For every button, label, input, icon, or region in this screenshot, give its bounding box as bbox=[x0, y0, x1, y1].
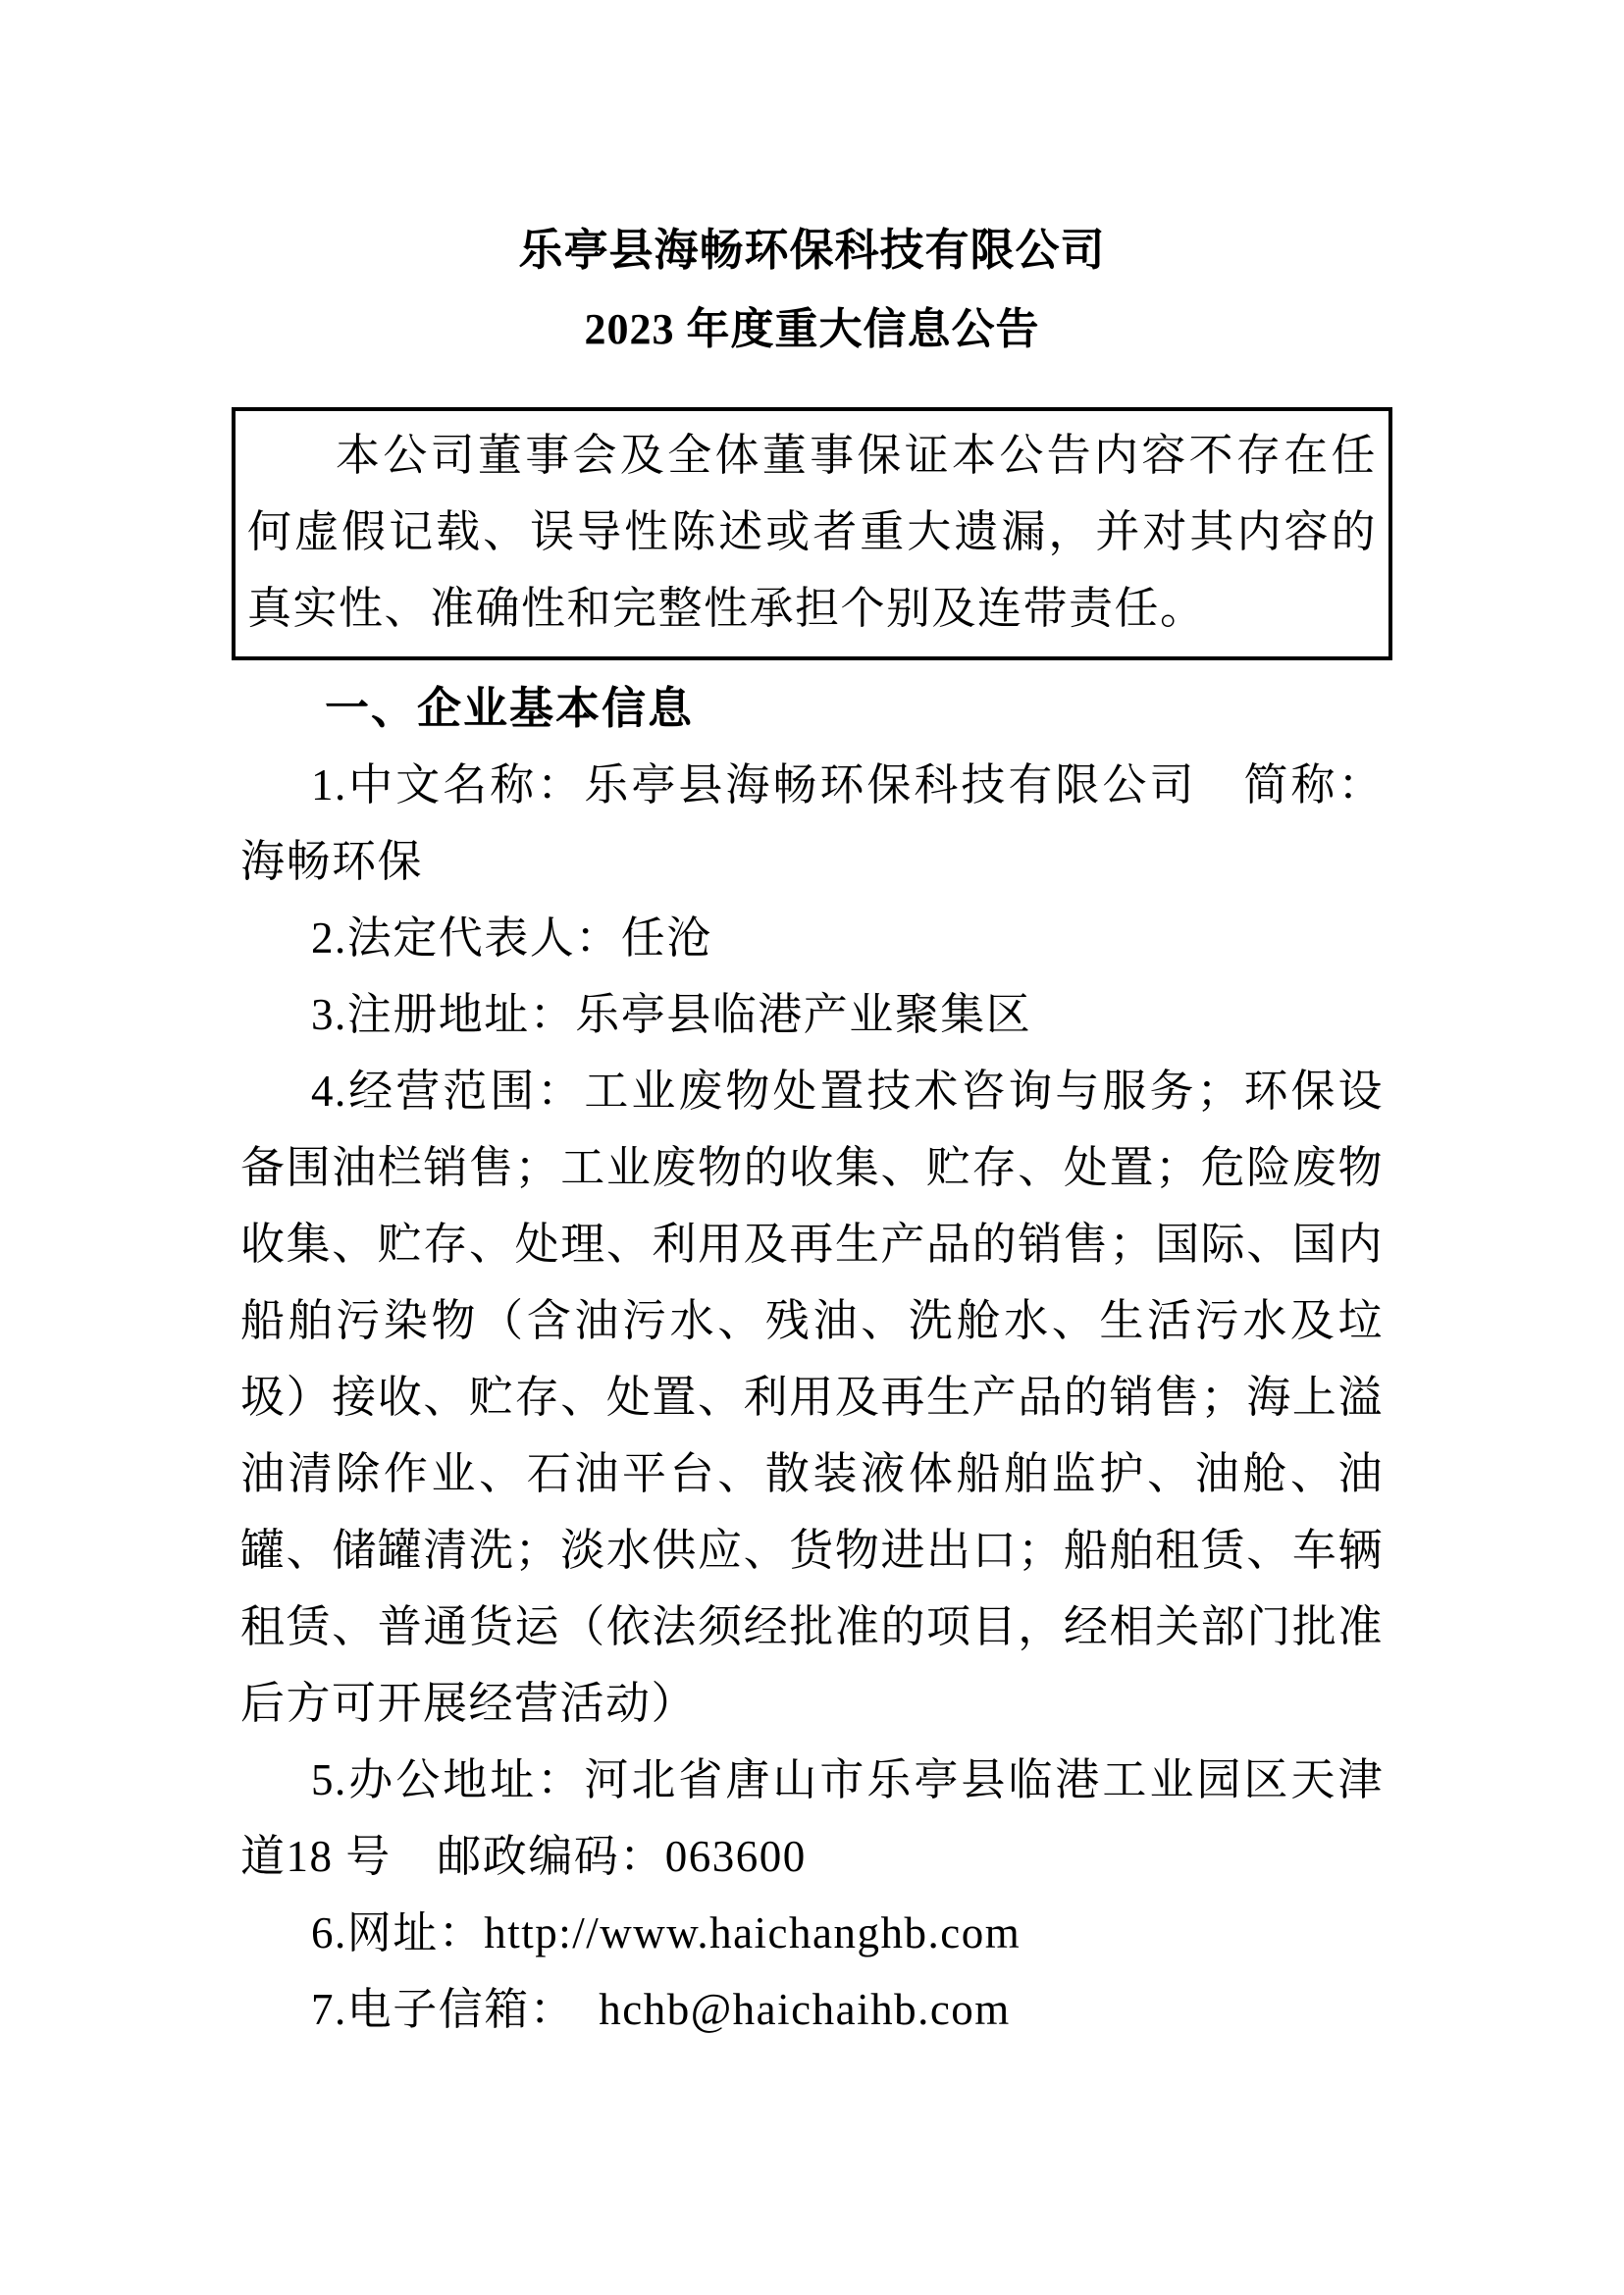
section-heading: 一、企业基本信息 bbox=[325, 684, 695, 733]
document-subtitle: 2023 年度重大信息公告 bbox=[584, 305, 1040, 353]
item-4-business-scope: 4.经营范围：工业废物处置技术咨询与服务；环保设备围油栏销售；工业废物的收集、贮存、处置；危险废物收集、贮存、处理、利用及再生产品的销售；国际、国内船舶污染物（含油污水、残油、洗舱水、生活污水及垃圾）接收、贮存、处置、利用及再生产品的销售；海上溢油清除作业、石油平台、散装液体船舶监护、油舱、油罐、储罐清洗；淡水供应、货物进出口；船舶租赁、车辆租赁、普通货运（依法须经批准的项目，经相关部门批准后方可开展经营活动） bbox=[240, 1067, 1384, 1728]
item-3-registered-address: 3.注册地址：乐亭县临港产业聚集区 bbox=[311, 990, 1032, 1039]
item-5-office-address: 5.办公地址：河北省唐山市乐亭县临港工业园区天津道18 号 邮政编码：063600 bbox=[240, 1755, 1384, 1881]
document-title: 乐亭县海畅环保科技有限公司 bbox=[518, 226, 1106, 275]
item-2-legal-representative: 2.法定代表人：任沧 bbox=[311, 913, 712, 963]
item-7-email: 7.电子信箱： hchb@haichaihb.com bbox=[311, 1985, 1011, 2034]
item-6-website: 6.网址：http://www.haichanghb.com bbox=[311, 1908, 1022, 1957]
item-1-chinese-name: 1.中文名称：乐亭县海畅环保科技有限公司 简称：海畅环保 bbox=[240, 760, 1384, 886]
disclaimer-text: 本公司董事会及全体董事保证本公告内容不存在任何虚假记载、误导性陈述或者重大遗漏，并对其内容的真实性、准确性和完整性承担个别及连带责任。 bbox=[247, 431, 1377, 633]
disclaimer-box bbox=[232, 407, 1392, 660]
